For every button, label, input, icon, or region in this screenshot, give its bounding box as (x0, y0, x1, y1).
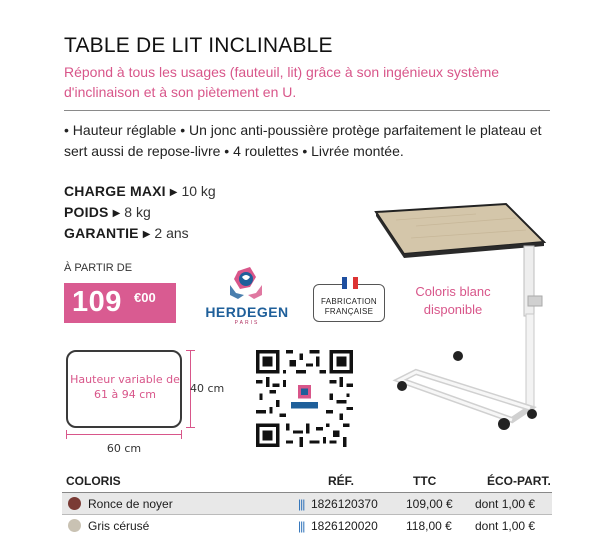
arrow-right-icon: ▶ (142, 229, 151, 240)
spec-poids (64, 203, 216, 224)
table-header (62, 474, 552, 492)
width-label: 60 cm (106, 442, 142, 455)
ref-number: 1826120370 (311, 497, 378, 511)
badge-line1: FABRICATION (320, 297, 378, 306)
page-title: TABLE DE LIT INCLINABLE (64, 34, 333, 57)
divider (64, 110, 550, 111)
coloris-note: Coloris blanc disponible (415, 284, 491, 317)
brand-city: PARIS (234, 320, 260, 326)
barcode-icon: ||| (298, 519, 305, 533)
product-subtitle: Répond à tous les usages (fauteuil, lit) grâce à son ingénieux système d'inclinaison et à son piètement en U. (64, 64, 500, 100)
height-label: 40 cm (190, 382, 225, 395)
table-row (62, 492, 552, 514)
price-amount: 109 (72, 286, 122, 318)
table-row (62, 514, 552, 536)
spec-value: 10 kg (181, 183, 216, 199)
col-header-coloris: COLORIS (66, 474, 121, 488)
spec-charge (64, 182, 216, 203)
color-swatch (68, 497, 81, 510)
color-name: Gris cérusé (88, 519, 150, 533)
badge-line2: FRANÇAISE (324, 307, 374, 316)
color-name: Ronce de noyer (88, 497, 173, 511)
price-ttc: 109,00 € (406, 497, 453, 511)
spec-label: CHARGE MAXI (64, 183, 166, 199)
price-cents: €00 (134, 290, 156, 305)
spec-label: POIDS (64, 204, 109, 220)
product-description: • Hauteur réglable • Un jonc anti-poussière protège parfaitement le plateau et sert aussi de repose-livre • 4 roulettes • Livrée montée. (64, 122, 542, 159)
arrow-right-icon: ▶ (169, 187, 178, 198)
dimensions-diagram (60, 346, 240, 466)
col-header-ttc: TTC (413, 474, 437, 488)
spec-value: 8 kg (124, 204, 151, 220)
brand-name: HERDEGEN (205, 304, 289, 320)
eco-part: dont 1,00 € (475, 519, 536, 533)
arrow-right-icon: ▶ (112, 208, 121, 219)
eco-part: dont 1,00 € (475, 497, 536, 511)
price-badge (64, 283, 176, 323)
color-swatch (68, 519, 81, 532)
dimension-box-text: Hauteur variable de 61 à 94 cm (70, 373, 180, 401)
price-from-label: À PARTIR DE (64, 262, 133, 274)
price-ttc: 118,00 € (406, 519, 452, 533)
col-header-ref: RÉF. (328, 474, 355, 488)
qr-code[interactable] (256, 350, 353, 447)
product-image (356, 196, 556, 436)
spec-value: 2 ans (154, 225, 189, 241)
col-header-eco: ÉCO-PART. (487, 474, 551, 488)
specs-list (64, 182, 216, 245)
barcode-icon: ||| (298, 497, 305, 511)
spec-label: GARANTIE (64, 225, 139, 241)
ref-number: 1826120020 (311, 519, 378, 533)
spec-garantie (64, 224, 216, 245)
